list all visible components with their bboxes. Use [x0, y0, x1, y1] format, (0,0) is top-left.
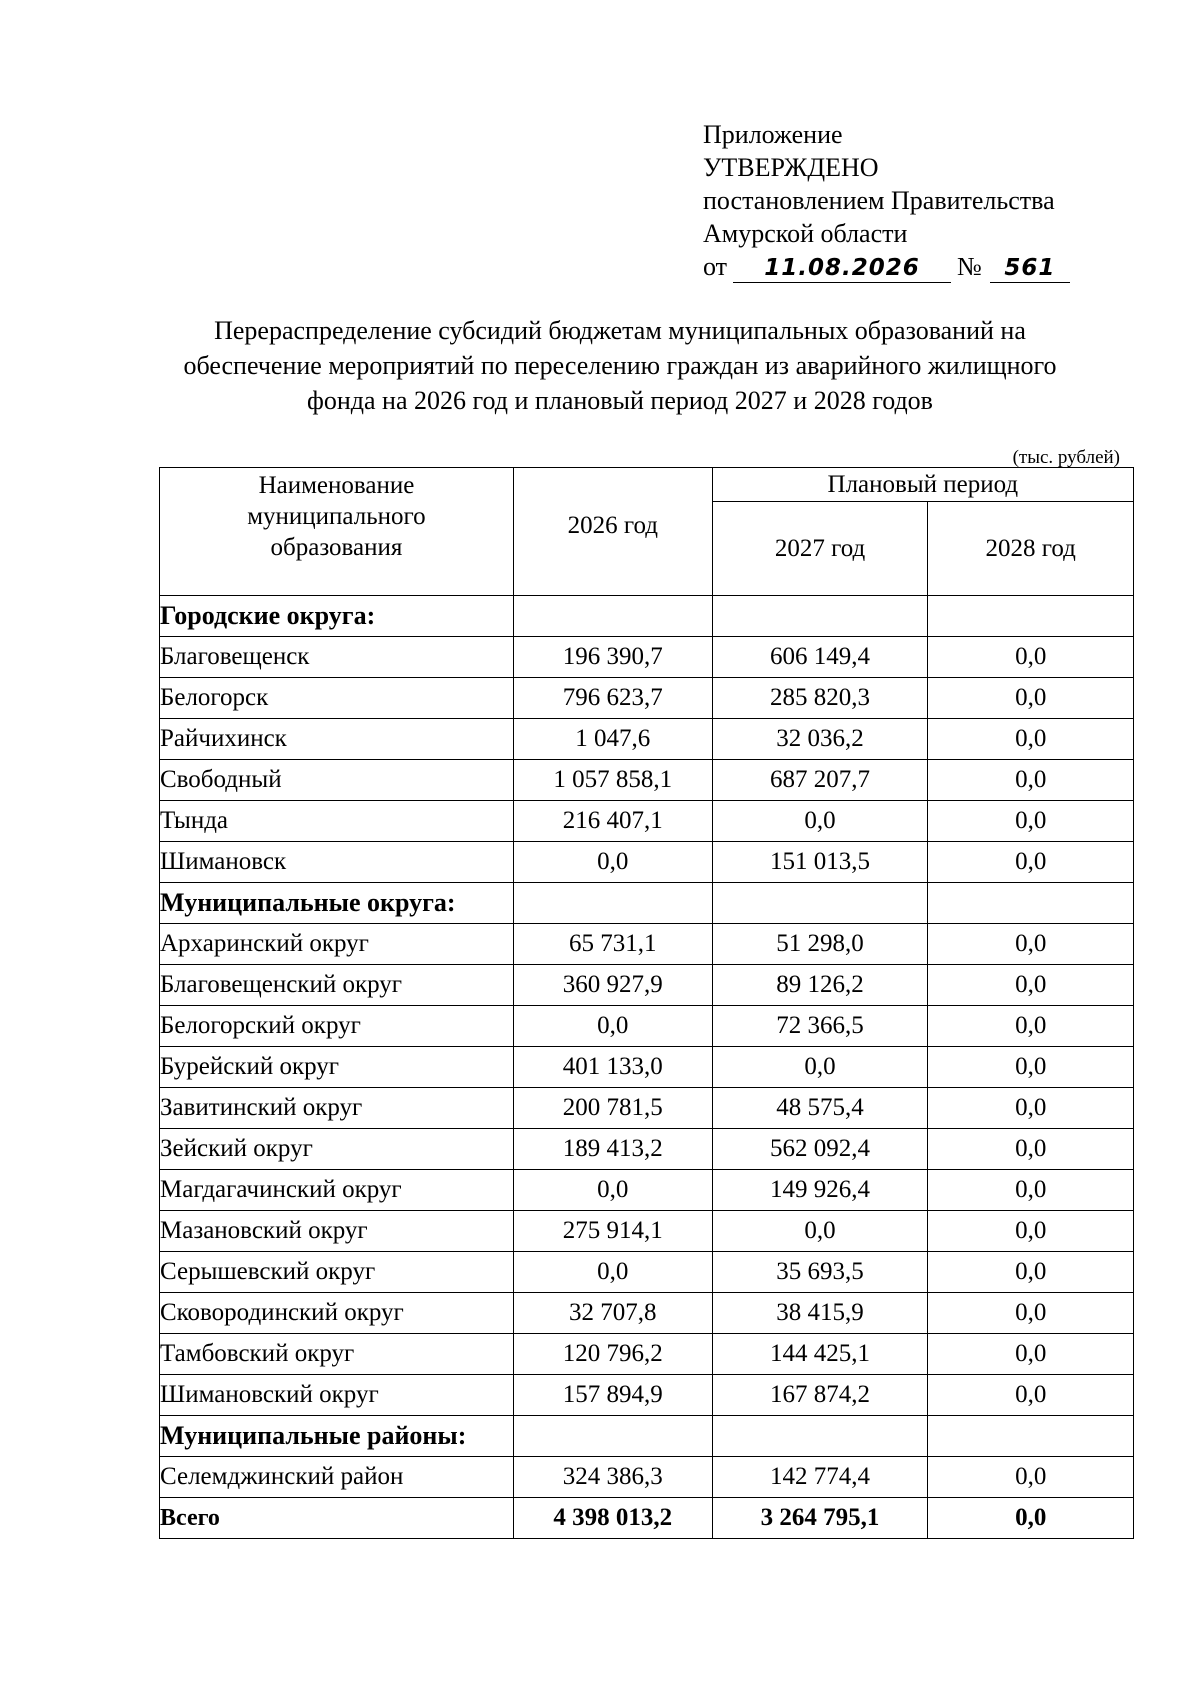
value-2028-cell: 0,0	[928, 1047, 1134, 1088]
value-2028-cell: 0,0	[928, 965, 1134, 1006]
region-line: Амурской области	[703, 219, 908, 248]
value-2028-cell	[928, 1416, 1134, 1457]
value-2026-cell: 0,0	[513, 1170, 712, 1211]
date-number-line	[703, 250, 1070, 283]
section-row	[160, 596, 1134, 637]
value-2027-cell	[712, 596, 928, 637]
value-2026-cell: 796 623,7	[513, 678, 712, 719]
value-2027-cell: 142 774,4	[712, 1457, 928, 1498]
value-2028-cell: 0,0	[928, 1375, 1134, 1416]
table-row	[160, 1129, 1134, 1170]
value-2028-cell: 0,0	[928, 1088, 1134, 1129]
value-2028-cell	[928, 883, 1134, 924]
value-2027-cell: 48 575,4	[712, 1088, 928, 1129]
header-municipality	[160, 468, 514, 596]
municipality-name-cell: Муниципальные районы:	[160, 1416, 514, 1457]
header-plan-period: Плановый период	[712, 468, 1133, 502]
table-row	[160, 1047, 1134, 1088]
municipality-name-cell: Магдагачинский округ	[160, 1170, 514, 1211]
table-row	[160, 1375, 1134, 1416]
table-row	[160, 760, 1134, 801]
number-sign: №	[957, 252, 982, 281]
value-2026-cell: 0,0	[513, 842, 712, 883]
municipality-name-cell: Благовещенск	[160, 637, 514, 678]
municipality-name-cell: Тамбовский округ	[160, 1334, 514, 1375]
handwritten-date: 11.08.2026	[733, 254, 951, 283]
value-2028-cell: 0,0	[928, 1498, 1134, 1539]
section-row	[160, 1416, 1134, 1457]
value-2027-cell: 38 415,9	[712, 1293, 928, 1334]
value-2028-cell: 0,0	[928, 1170, 1134, 1211]
section-row	[160, 883, 1134, 924]
municipality-name-cell: Тында	[160, 801, 514, 842]
municipality-name-cell: Муниципальные округа:	[160, 883, 514, 924]
value-2026-cell: 200 781,5	[513, 1088, 712, 1129]
document-title	[120, 313, 1120, 418]
municipality-name-cell: Городские округа:	[160, 596, 514, 637]
value-2027-cell: 151 013,5	[712, 842, 928, 883]
municipality-name-cell: Серышевский округ	[160, 1252, 514, 1293]
value-2027-cell	[712, 883, 928, 924]
table-row	[160, 1088, 1134, 1129]
handwritten-number: 561	[990, 254, 1070, 283]
value-2028-cell: 0,0	[928, 801, 1134, 842]
value-2026-cell: 1 047,6	[513, 719, 712, 760]
value-2026-cell	[513, 883, 712, 924]
value-2028-cell: 0,0	[928, 1457, 1134, 1498]
value-2027-cell: 0,0	[712, 1211, 928, 1252]
value-2028-cell: 0,0	[928, 1006, 1134, 1047]
value-2026-cell: 157 894,9	[513, 1375, 712, 1416]
municipality-name-cell: Бурейский округ	[160, 1047, 514, 1088]
table-row	[160, 637, 1134, 678]
municipality-name-cell: Сковородинский округ	[160, 1293, 514, 1334]
value-2028-cell: 0,0	[928, 1334, 1134, 1375]
table-row	[160, 801, 1134, 842]
municipality-name-cell: Шимановский округ	[160, 1375, 514, 1416]
value-2027-cell: 35 693,5	[712, 1252, 928, 1293]
value-2026-cell: 401 133,0	[513, 1047, 712, 1088]
header-name-line-2: муниципального	[247, 503, 426, 530]
value-2026-cell: 189 413,2	[513, 1129, 712, 1170]
value-2027-cell: 72 366,5	[712, 1006, 928, 1047]
value-2026-cell: 0,0	[513, 1006, 712, 1047]
appendix-label: Приложение	[703, 120, 843, 149]
value-2026-cell	[513, 1416, 712, 1457]
value-2026-cell: 324 386,3	[513, 1457, 712, 1498]
value-2026-cell: 4 398 013,2	[513, 1498, 712, 1539]
table-row	[160, 678, 1134, 719]
value-2028-cell: 0,0	[928, 678, 1134, 719]
municipality-name-cell: Свободный	[160, 760, 514, 801]
table-row	[160, 1006, 1134, 1047]
municipality-name-cell: Архаринский округ	[160, 924, 514, 965]
municipality-name-cell: Шимановск	[160, 842, 514, 883]
municipality-name-cell: Зейский округ	[160, 1129, 514, 1170]
municipality-name-cell: Райчихинск	[160, 719, 514, 760]
value-2026-cell: 216 407,1	[513, 801, 712, 842]
value-2028-cell: 0,0	[928, 760, 1134, 801]
value-2027-cell: 606 149,4	[712, 637, 928, 678]
municipality-name-cell: Завитинский округ	[160, 1088, 514, 1129]
municipality-name-cell: Селемджинский район	[160, 1457, 514, 1498]
value-2026-cell: 275 914,1	[513, 1211, 712, 1252]
header-2028: 2028 год	[928, 502, 1134, 596]
approved-label: УТВЕРЖДЕНО	[703, 153, 879, 182]
value-2027-cell: 144 425,1	[712, 1334, 928, 1375]
value-2026-cell: 0,0	[513, 1252, 712, 1293]
table-row	[160, 719, 1134, 760]
title-line-1: Перераспределение субсидий бюджетам муниципальных образований на	[214, 316, 1026, 345]
value-2028-cell: 0,0	[928, 842, 1134, 883]
value-2027-cell: 32 036,2	[712, 719, 928, 760]
value-2028-cell: 0,0	[928, 1293, 1134, 1334]
value-2028-cell: 0,0	[928, 1252, 1134, 1293]
municipality-name-cell: Благовещенский округ	[160, 965, 514, 1006]
value-2027-cell: 167 874,2	[712, 1375, 928, 1416]
municipality-name-cell: Белогорский округ	[160, 1006, 514, 1047]
table-body	[160, 596, 1134, 1539]
header-name-line-3: образования	[270, 534, 403, 561]
value-2026-cell: 120 796,2	[513, 1334, 712, 1375]
value-2027-cell: 89 126,2	[712, 965, 928, 1006]
municipality-name-cell: Белогорск	[160, 678, 514, 719]
value-2027-cell	[712, 1416, 928, 1457]
date-prefix: от	[703, 252, 728, 281]
title-line-2: обеспечение мероприятий по переселению граждан из аварийного жилищного	[183, 351, 1057, 380]
value-2027-cell: 0,0	[712, 801, 928, 842]
value-2027-cell: 285 820,3	[712, 678, 928, 719]
header-2027: 2027 год	[712, 502, 928, 596]
value-2027-cell: 149 926,4	[712, 1170, 928, 1211]
table-row	[160, 1457, 1134, 1498]
municipality-name-cell: Всего	[160, 1498, 514, 1539]
approved-by-line: постановлением Правительства	[703, 186, 1055, 215]
table-row	[160, 842, 1134, 883]
value-2026-cell: 32 707,8	[513, 1293, 712, 1334]
value-2027-cell: 687 207,7	[712, 760, 928, 801]
header-name-line-1: Наименование	[258, 472, 415, 499]
value-2026-cell: 360 927,9	[513, 965, 712, 1006]
value-2028-cell: 0,0	[928, 1211, 1134, 1252]
value-2028-cell: 0,0	[928, 637, 1134, 678]
value-2027-cell: 51 298,0	[712, 924, 928, 965]
value-2026-cell: 65 731,1	[513, 924, 712, 965]
value-2028-cell: 0,0	[928, 1129, 1134, 1170]
table-row	[160, 924, 1134, 965]
subsidy-table	[159, 467, 1134, 1539]
value-2027-cell: 0,0	[712, 1047, 928, 1088]
value-2026-cell: 1 057 858,1	[513, 760, 712, 801]
table-row	[160, 1252, 1134, 1293]
table-row	[160, 1334, 1134, 1375]
table-row	[160, 1170, 1134, 1211]
value-2028-cell: 0,0	[928, 924, 1134, 965]
value-2027-cell: 3 264 795,1	[712, 1498, 928, 1539]
total-row	[160, 1498, 1134, 1539]
value-2026-cell: 196 390,7	[513, 637, 712, 678]
table-row	[160, 965, 1134, 1006]
table-row	[160, 1211, 1134, 1252]
table-row	[160, 1293, 1134, 1334]
value-2027-cell: 562 092,4	[712, 1129, 928, 1170]
municipality-name-cell: Мазановский округ	[160, 1211, 514, 1252]
value-2026-cell	[513, 596, 712, 637]
approval-block	[703, 118, 1070, 283]
value-2028-cell	[928, 596, 1134, 637]
value-2028-cell: 0,0	[928, 719, 1134, 760]
title-line-3: фонда на 2026 год и плановый период 2027 и 2028 годов	[307, 386, 933, 415]
header-2026: 2026 год	[513, 468, 712, 596]
units-note: (тыс. рублей)	[1012, 447, 1120, 468]
